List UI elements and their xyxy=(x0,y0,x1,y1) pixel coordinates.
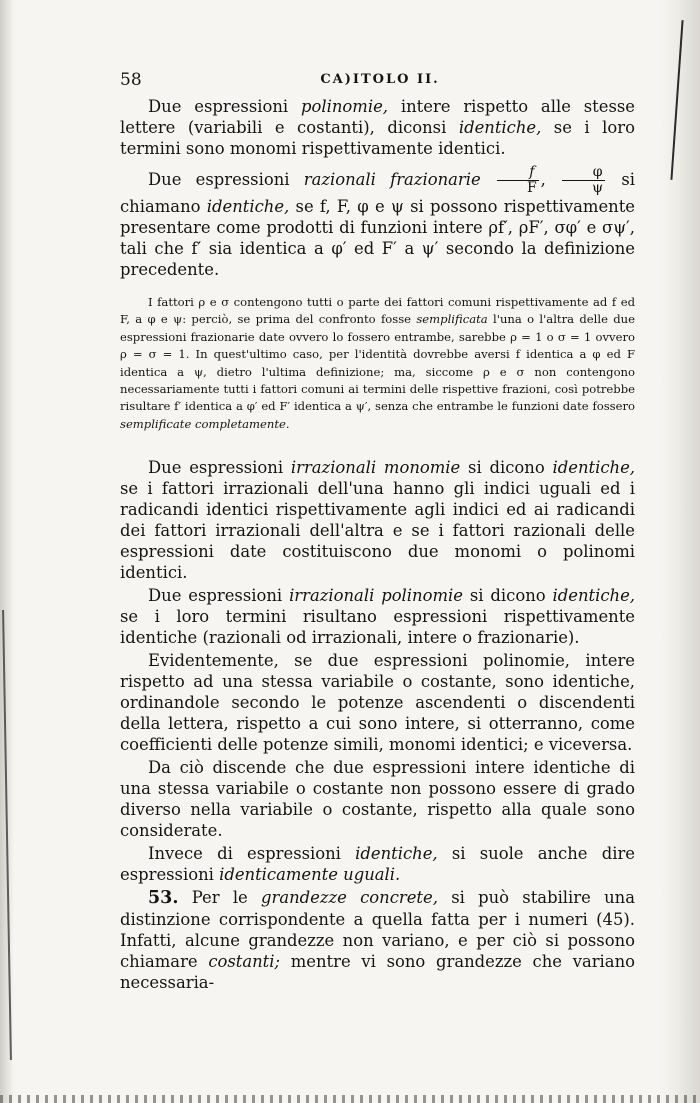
page-body xyxy=(120,96,635,993)
paragraph-irrazionali-polinomie: Due espressioni irrazionali polinomie si dicono identiche, se i loro termini risultano espressioni rispettivamente identiche (razionali od irrazionali, intere o frazionarie). xyxy=(120,586,635,648)
paragraph-da-cio: Da ciò discende che due espressioni intere identiche di una stessa variabile o costante non possono essere di grado diverso nella variabile o costante, rispetto alla quale sono considerate. xyxy=(120,758,635,841)
page-header xyxy=(120,70,640,92)
paragraph-invece: Invece di espressioni identiche, si suole anche dire espressioni identicamente uguali. xyxy=(120,844,635,885)
page-number: 58 xyxy=(120,70,142,90)
paragraph-irrazionali-monomie: Due espressioni irrazionali monomie si dicono identiche, se i fattori irrazionali dell'una hanno gli indici uguali ed i radicandi identici rispettivamente agli indici ed ai radicandi dei fattori irrazionali dell'altra e se i fattori razionali delle espressioni date costituiscono due monomi o polinomi identici. xyxy=(120,458,635,583)
paragraph-razionali-frazionarie: Due espressioni razionali frazionarie $\frac{f}{F}$ , $\frac{\varphi}{\psi}$ si chiamano identiche, se f, F, φ e ψ si possono rispettivamente presentare come prodotti di funzioni intere ρf′, ρF′, σφ′ e σψ′, tali che f′ sia identica a φ′ ed F′ a ψ′ secondo la definizione precedente. xyxy=(120,164,635,279)
section-number: 53. xyxy=(148,888,179,909)
fraction-phi-over-psi: $\frac{\varphi}{\psi}$ xyxy=(562,165,605,196)
section-53: 53. Per le grandezze concrete, si può stabilire una distinzione corrispondente a quella fatta per i numeri (45). Infatti, alcune grandezze non variano, e per ciò si possono chiamare costanti; mentre vi sono grandezze che variano necessaria- xyxy=(120,888,635,993)
running-head: CA)ITOLO II. xyxy=(320,72,440,87)
paragraph-polinomie: Due espressioni polinomie, intere rispetto alle stesse lettere (variabili e costanti), diconsi identiche, se i loro termini sono monomi rispettivamente identici. xyxy=(120,97,635,158)
paragraph-evidentemente: Evidentemente, se due espressioni polinomie, intere rispetto ad una stessa variabile o costante, sono identiche, ordinandole secondo le potenze ascendenti o discendenti della lettera, rispetto a cui sono intere, si otterranno, come coefficienti delle potenze simili, monomi identici; e viceversa. xyxy=(120,651,635,755)
footnote-fattori: I fattori ρ e σ contengono tutti o parte dei fattori comuni rispettivamente ad f ed F, a φ e ψ: perciò, se prima del confronto fosse semplificata l'una o l'altra delle due espressioni frazionarie date ovvero lo fossero entrambe, sarebbe ρ = 1 o σ = 1 ovvero ρ = σ = 1. In quest'ultimo caso, per l'identità dovrebbe aversi f identica a φ ed F identica a ψ, dietro l'ultima definizione; ma, siccome ρ e σ non contengono necessariamente tutti i fattori comuni ai termini delle rispettive frazioni, così potrebbe risultare f′ identica a φ′ ed F′ identica a ψ′, senza che entrambe le funzioni date fossero semplificate completamente. xyxy=(120,295,636,431)
fraction-f-over-F: $\frac{f}{F}$ xyxy=(497,165,539,196)
